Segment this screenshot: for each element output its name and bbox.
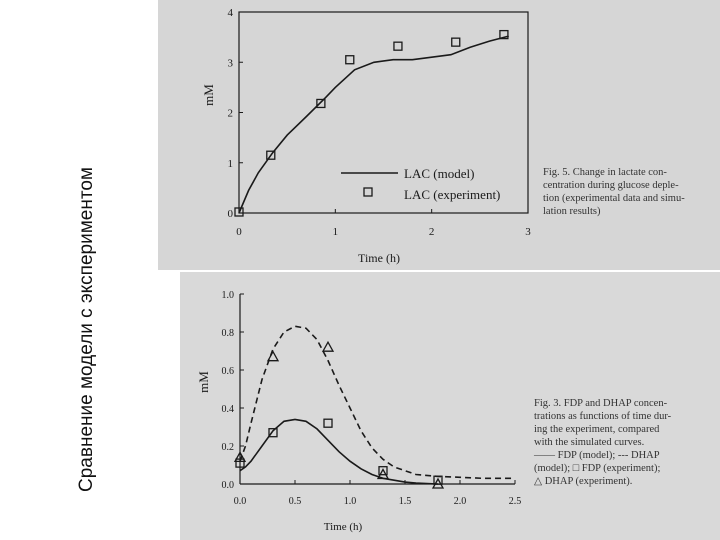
figure-3-caption: Fig. 3. FDP and DHAP concen- trations as functions of time dur- ing the experiment, compared with the simulated curves. —— FDP (model); --- DHAP (model); □ FDP (experiment); △ DHAP (experiment). <box>534 398 672 487</box>
y-axis-label: mM <box>196 371 211 393</box>
fdp-experiment-point <box>324 419 332 427</box>
y-axis-label: mM <box>201 84 216 106</box>
x-tick-label: 1.0 <box>343 496 357 507</box>
y-tick-label: 1 <box>227 157 233 170</box>
side-title-text: Сравнение модели с экспериментом <box>76 167 97 492</box>
figure-5-caption: Fig. 5. Change in lactate con- centration during glucose deple- tion (experimental data and simu- lation results) <box>543 167 685 217</box>
x-axis-label: Time (h) <box>323 521 363 533</box>
figure-5-photo <box>158 0 720 270</box>
y-tick-label: 2 <box>227 107 233 120</box>
dhap-experiment-point <box>323 342 333 351</box>
lac-experiment-point <box>317 99 325 107</box>
y-tick-label: 0.8 <box>221 328 234 339</box>
x-tick-label: 2.0 <box>453 496 467 507</box>
y-tick-label: 1.0 <box>221 290 234 301</box>
lac-experiment-point <box>394 42 402 50</box>
x-tick-label: 2.5 <box>508 496 522 507</box>
legend-experiment-label: LAC (experiment) <box>404 187 501 202</box>
x-tick-label: 3 <box>525 226 531 238</box>
y-tick-label: 0.0 <box>221 480 234 491</box>
legend-experiment-marker <box>364 188 372 196</box>
lactate-chart <box>158 0 720 270</box>
figure-3-photo <box>180 272 720 540</box>
y-tick-label: 3 <box>227 57 233 70</box>
x-tick-label: 2 <box>428 226 435 238</box>
lac-experiment-point <box>346 56 354 64</box>
y-tick-label: 0 <box>227 208 233 220</box>
x-tick-label: 0.5 <box>288 496 302 507</box>
x-tick-label: 0 <box>236 226 242 238</box>
x-tick-label: 1.5 <box>398 496 412 507</box>
x-tick-label: 1 <box>332 226 339 238</box>
legend-model-label: LAC (model) <box>404 166 475 181</box>
y-tick-label: 0.6 <box>221 366 234 377</box>
x-axis-label: Time (h) <box>358 251 400 265</box>
x-tick-label: 0.0 <box>233 496 247 507</box>
dhap-model-line <box>240 326 515 478</box>
y-tick-label: 4 <box>227 7 233 19</box>
y-tick-label: 0.4 <box>221 404 234 415</box>
lac-experiment-point <box>452 38 460 46</box>
y-tick-label: 0.2 <box>221 442 234 453</box>
dhap-experiment-point <box>268 352 278 361</box>
